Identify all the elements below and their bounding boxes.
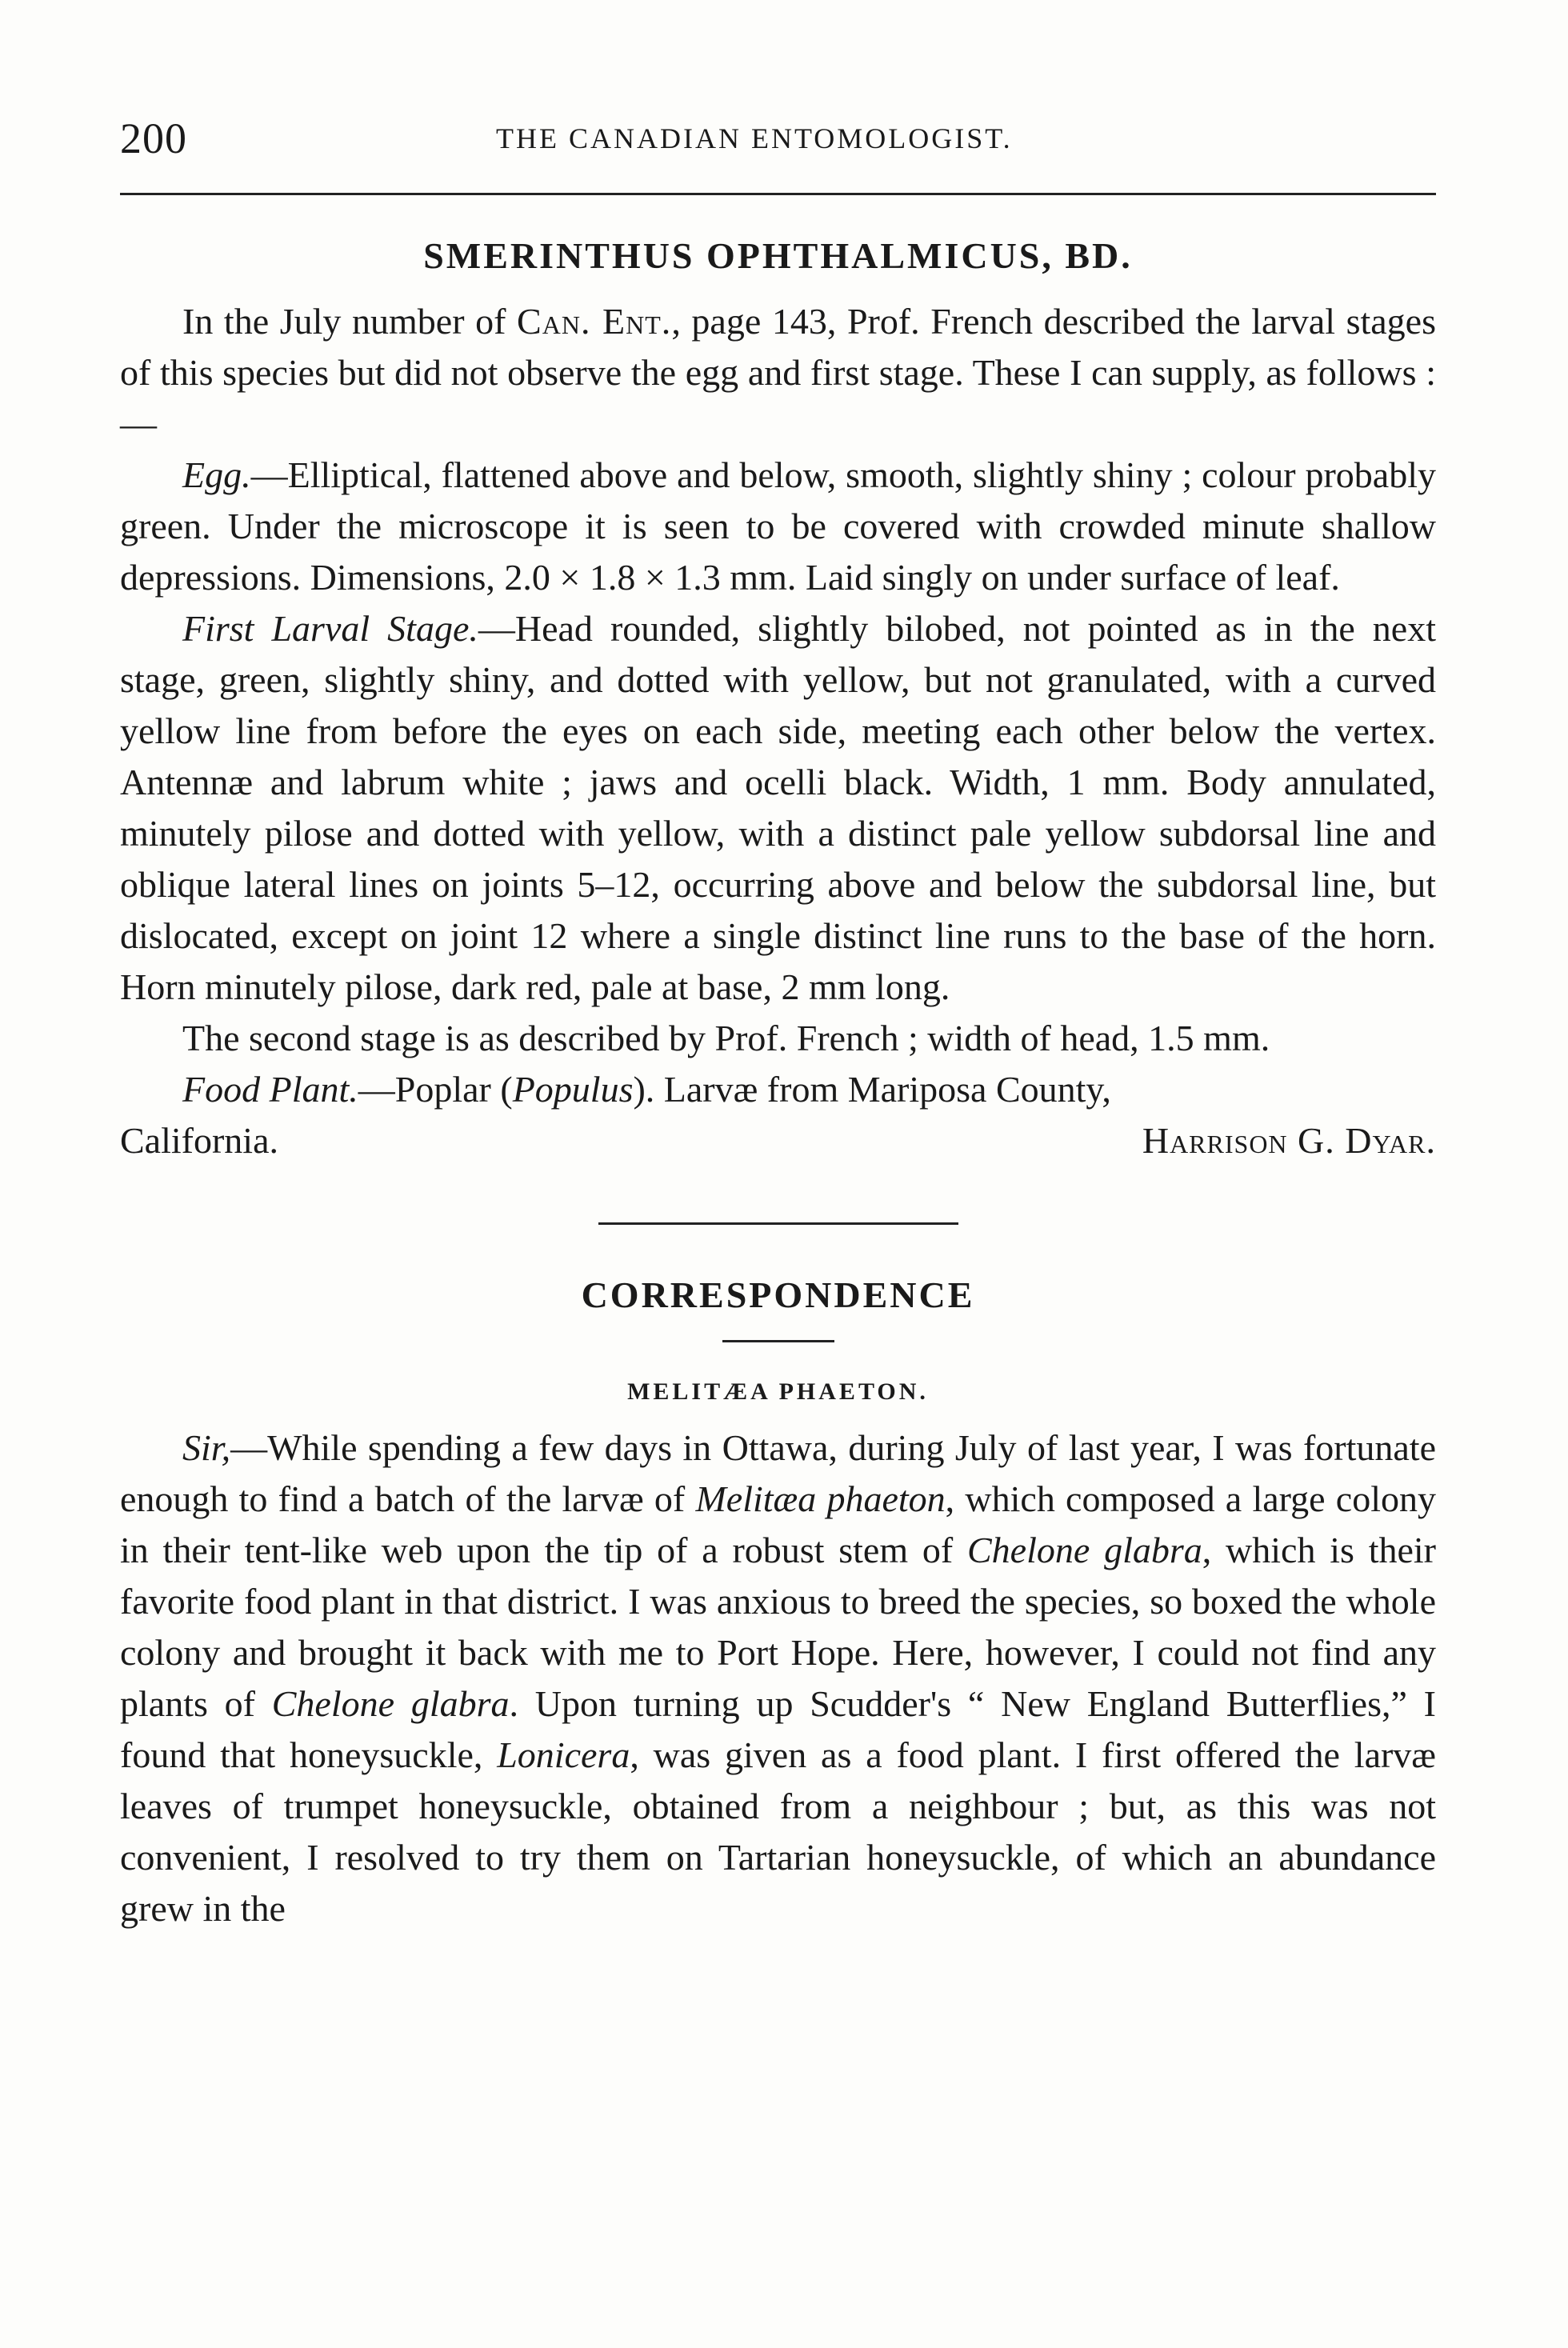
journal-abbrev: Can. Ent. <box>517 301 672 342</box>
running-head: THE CANADIAN ENTOMOLOGIST. <box>496 122 1013 154</box>
page-number: 200 <box>120 114 187 162</box>
letter-paragraph: Sir,—While spending a few days in Ottawa, during July of last year, I was fortunate enough to find a batch of the larvæ of Melitæa phaeton, which composed a large colony in their tent-like web upon the tip of a robust stem of Chelone glabra, which is their favorite food plant in that district. I was anxious to breed the species, so boxed the whole colony and brought it back with me to Port Hope. Here, however, I could not find any plants of Chelone glabra. Upon turning up Scudder's “ New England Butterflies,” I found that honeysuckle, Lonicera, was given as a food plant. I first offered the larvæ leaves of trumpet honeysuckle, obtained from a neighbour ; but, as this was not convenient, I resolved to try them on Tartarian honeysuckle, of which an abundance grew in the <box>120 1427 1436 1929</box>
egg-label: Egg. <box>182 454 251 495</box>
salutation: Sir, <box>182 1427 231 1468</box>
plant-name: Lonicera <box>497 1734 630 1775</box>
correspondence-heading: CORRESPONDENCE <box>581 1274 975 1315</box>
article-title: SMERINTHUS OPHTHALMICUS, BD. <box>423 235 1133 276</box>
plant-name: Chelone glabra <box>967 1530 1202 1570</box>
header-rule <box>120 193 1436 195</box>
page-body <box>120 232 1436 1934</box>
plant-name: Chelone glabra <box>271 1683 510 1724</box>
author-name: Harrison G. Dyar. <box>1142 1120 1436 1161</box>
first-stage-paragraph: First Larval Stage.—Head rounded, slightly bilobed, not pointed as in the next stage, green, slightly shiny, and dotted with yellow, but not granulated, with a curved yellow line from before the eyes on each side, meeting each other below the vertex. Antennæ and labrum white ; jaws and ocelli black. Width, 1 mm. Body annulated, minutely pilose and dotted with yellow, with a distinct pale yellow subdorsal line and oblique lateral lines on joints 5–12, occurring above and below the subdorsal line, but dislocated, except on joint 12 where a single distinct line runs to the base of the horn. Horn minutely pilose, dark red, pale at base, 2 mm long. <box>120 608 1437 1007</box>
food-plant-label: Food Plant. <box>182 1069 358 1110</box>
short-rule <box>722 1340 834 1342</box>
letter-subheading: MELITÆA PHAETON. <box>627 1378 929 1405</box>
species-name: Melitæa phaeton <box>695 1478 946 1519</box>
section-divider <box>598 1222 958 1225</box>
egg-paragraph: Egg.—Elliptical, flattened above and below, smooth, slightly shiny ; colour probably green. Under the microscope it is seen to be covered with crowded minute shallow depressions. Dimensions, 2.0 × 1.8 × 1.3 mm. Laid singly on under surface of leaf. <box>120 454 1436 598</box>
intro-paragraph: In the July number of Can. Ent., page 143, Prof. French described the larval stages of this species but did not observe the egg and first stage. These I can supply, as follows :— <box>120 301 1437 444</box>
food-plant-paragraph: Food Plant.—Poplar (Populus). Larvæ from Mariposa County, <box>182 1069 1111 1110</box>
signature-line <box>120 1115 1436 1166</box>
place-name: California. <box>120 1120 278 1161</box>
second-stage-paragraph: The second stage is as described by Prof. French ; width of head, 1.5 mm. <box>182 1018 1270 1058</box>
first-stage-label: First Larval Stage. <box>182 608 478 649</box>
genus-name: Populus <box>512 1069 634 1110</box>
page-header <box>120 114 1436 165</box>
